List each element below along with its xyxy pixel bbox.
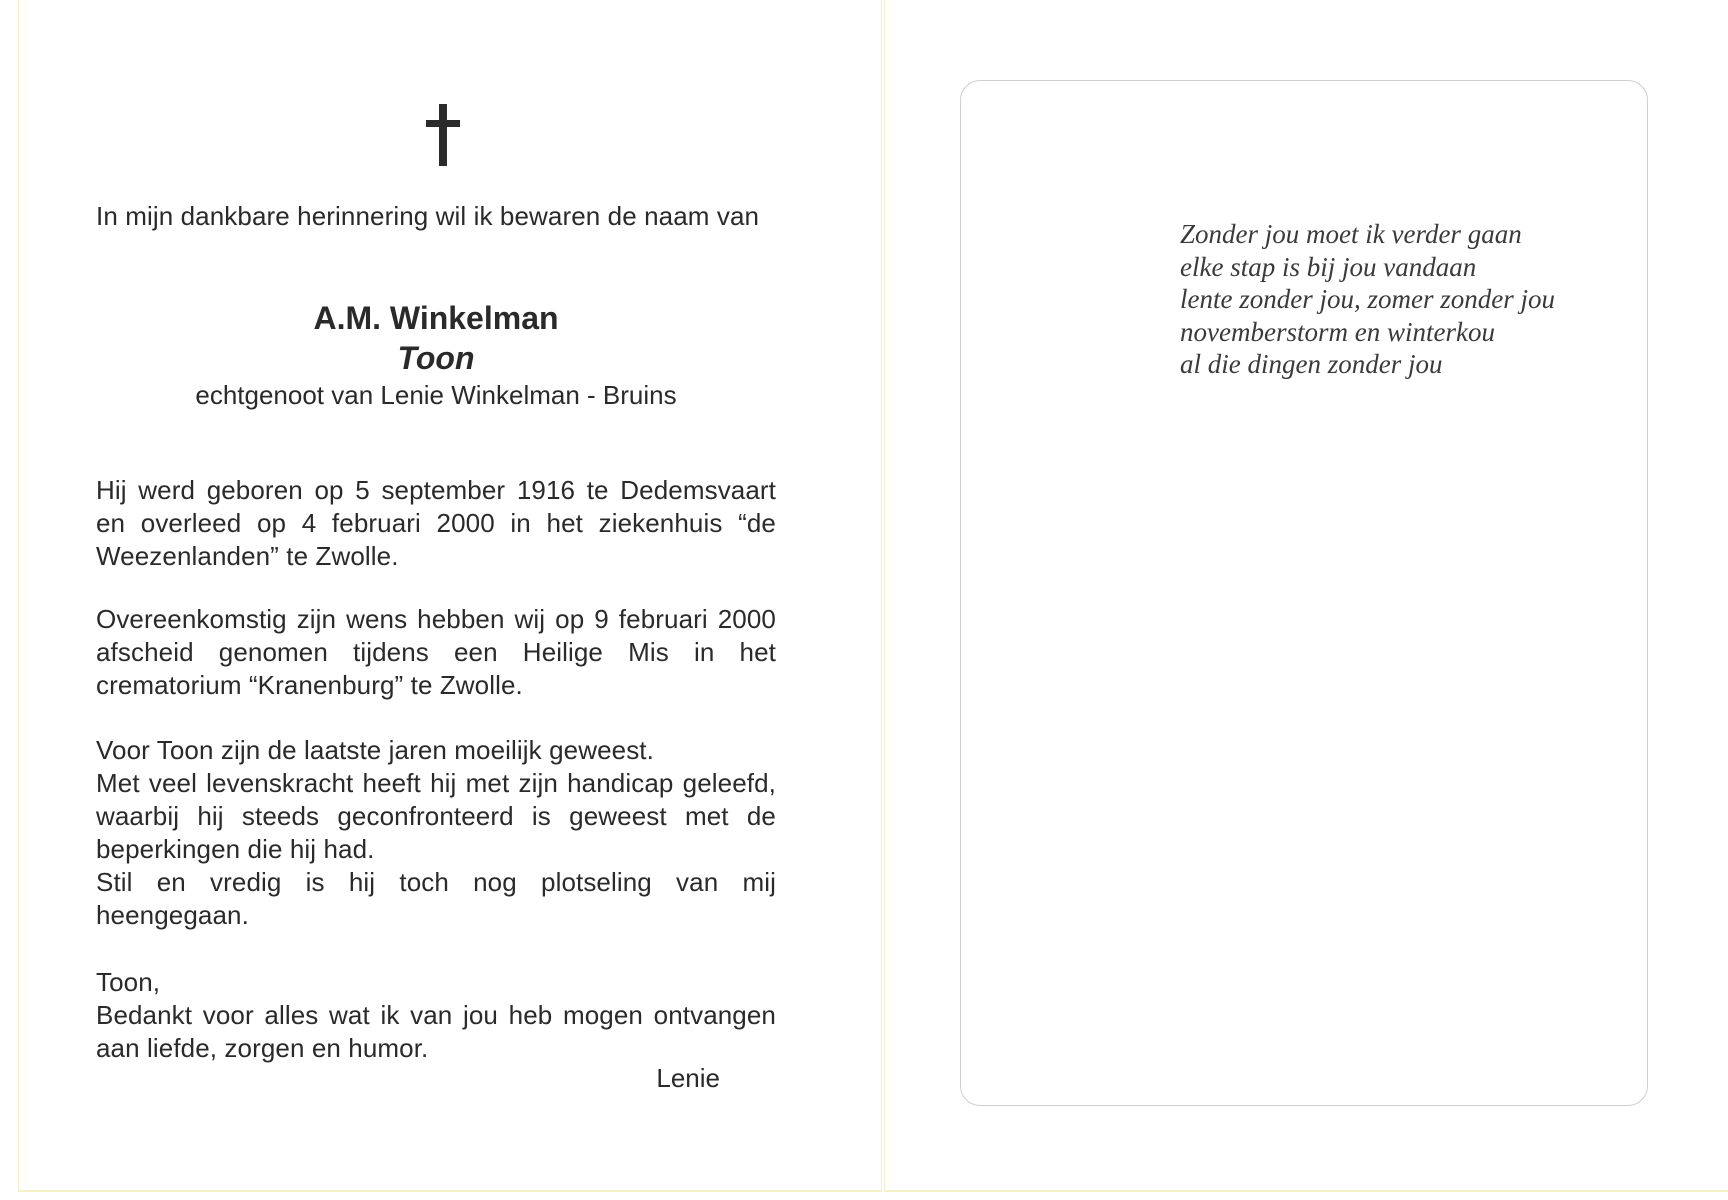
deceased-name: A.M. Winkelman [313,300,559,336]
farewell-paragraph: Overeenkomstig zijn wens hebben wij op 9 februari 2000 afscheid genomen tijdens een Heilige Mis in het crematorium “Kranenburg” te Zwolle. [96,604,776,700]
deceased-nickname: Toon [397,340,475,376]
strength-paragraph: Met veel levenskracht heeft hij met zijn handicap geleefd, waarbij hij steeds geconfronteerd is geweest met de beperkingen die hij had. [96,768,776,864]
intro-text: In mijn dankbare herinnering wil ik bewaren de naam van [96,201,760,231]
spouse-line: echtgenoot van Lenie Winkelman - Bruins [195,380,677,410]
poem-line: Zonder jou moet ik verder gaan [1180,219,1522,249]
salutation: Toon, [96,967,161,997]
cross-icon [426,104,460,166]
thanks-paragraph: Bedankt voor alles wat ik van jou heb mogen ontvangen aan liefde, zorgen en humor. [96,1000,776,1063]
poem-line: elke stap is bij jou vandaan [1180,251,1477,282]
poem-line: novemberstorm en winterkou [1180,316,1495,347]
peace-paragraph: Stil en vredig is hij toch nog plotseling van mij heengegaan. [96,867,776,930]
poem [1180,218,1555,381]
last-years-line: Voor Toon zijn de laatste jaren moeilijk geweest. [96,735,654,765]
poem-line: lente zonder jou, zomer zonder jou [1180,284,1555,314]
birth-death-paragraph: Hij werd geboren op 5 september 1916 te Dedemsvaart en overleed op 4 februari 2000 in het ziekenhuis “de Weezenlanden” te Zwolle. [96,475,776,571]
signature: Lenie [656,1063,720,1093]
poem-line: al die dingen zonder jou [1180,349,1443,379]
